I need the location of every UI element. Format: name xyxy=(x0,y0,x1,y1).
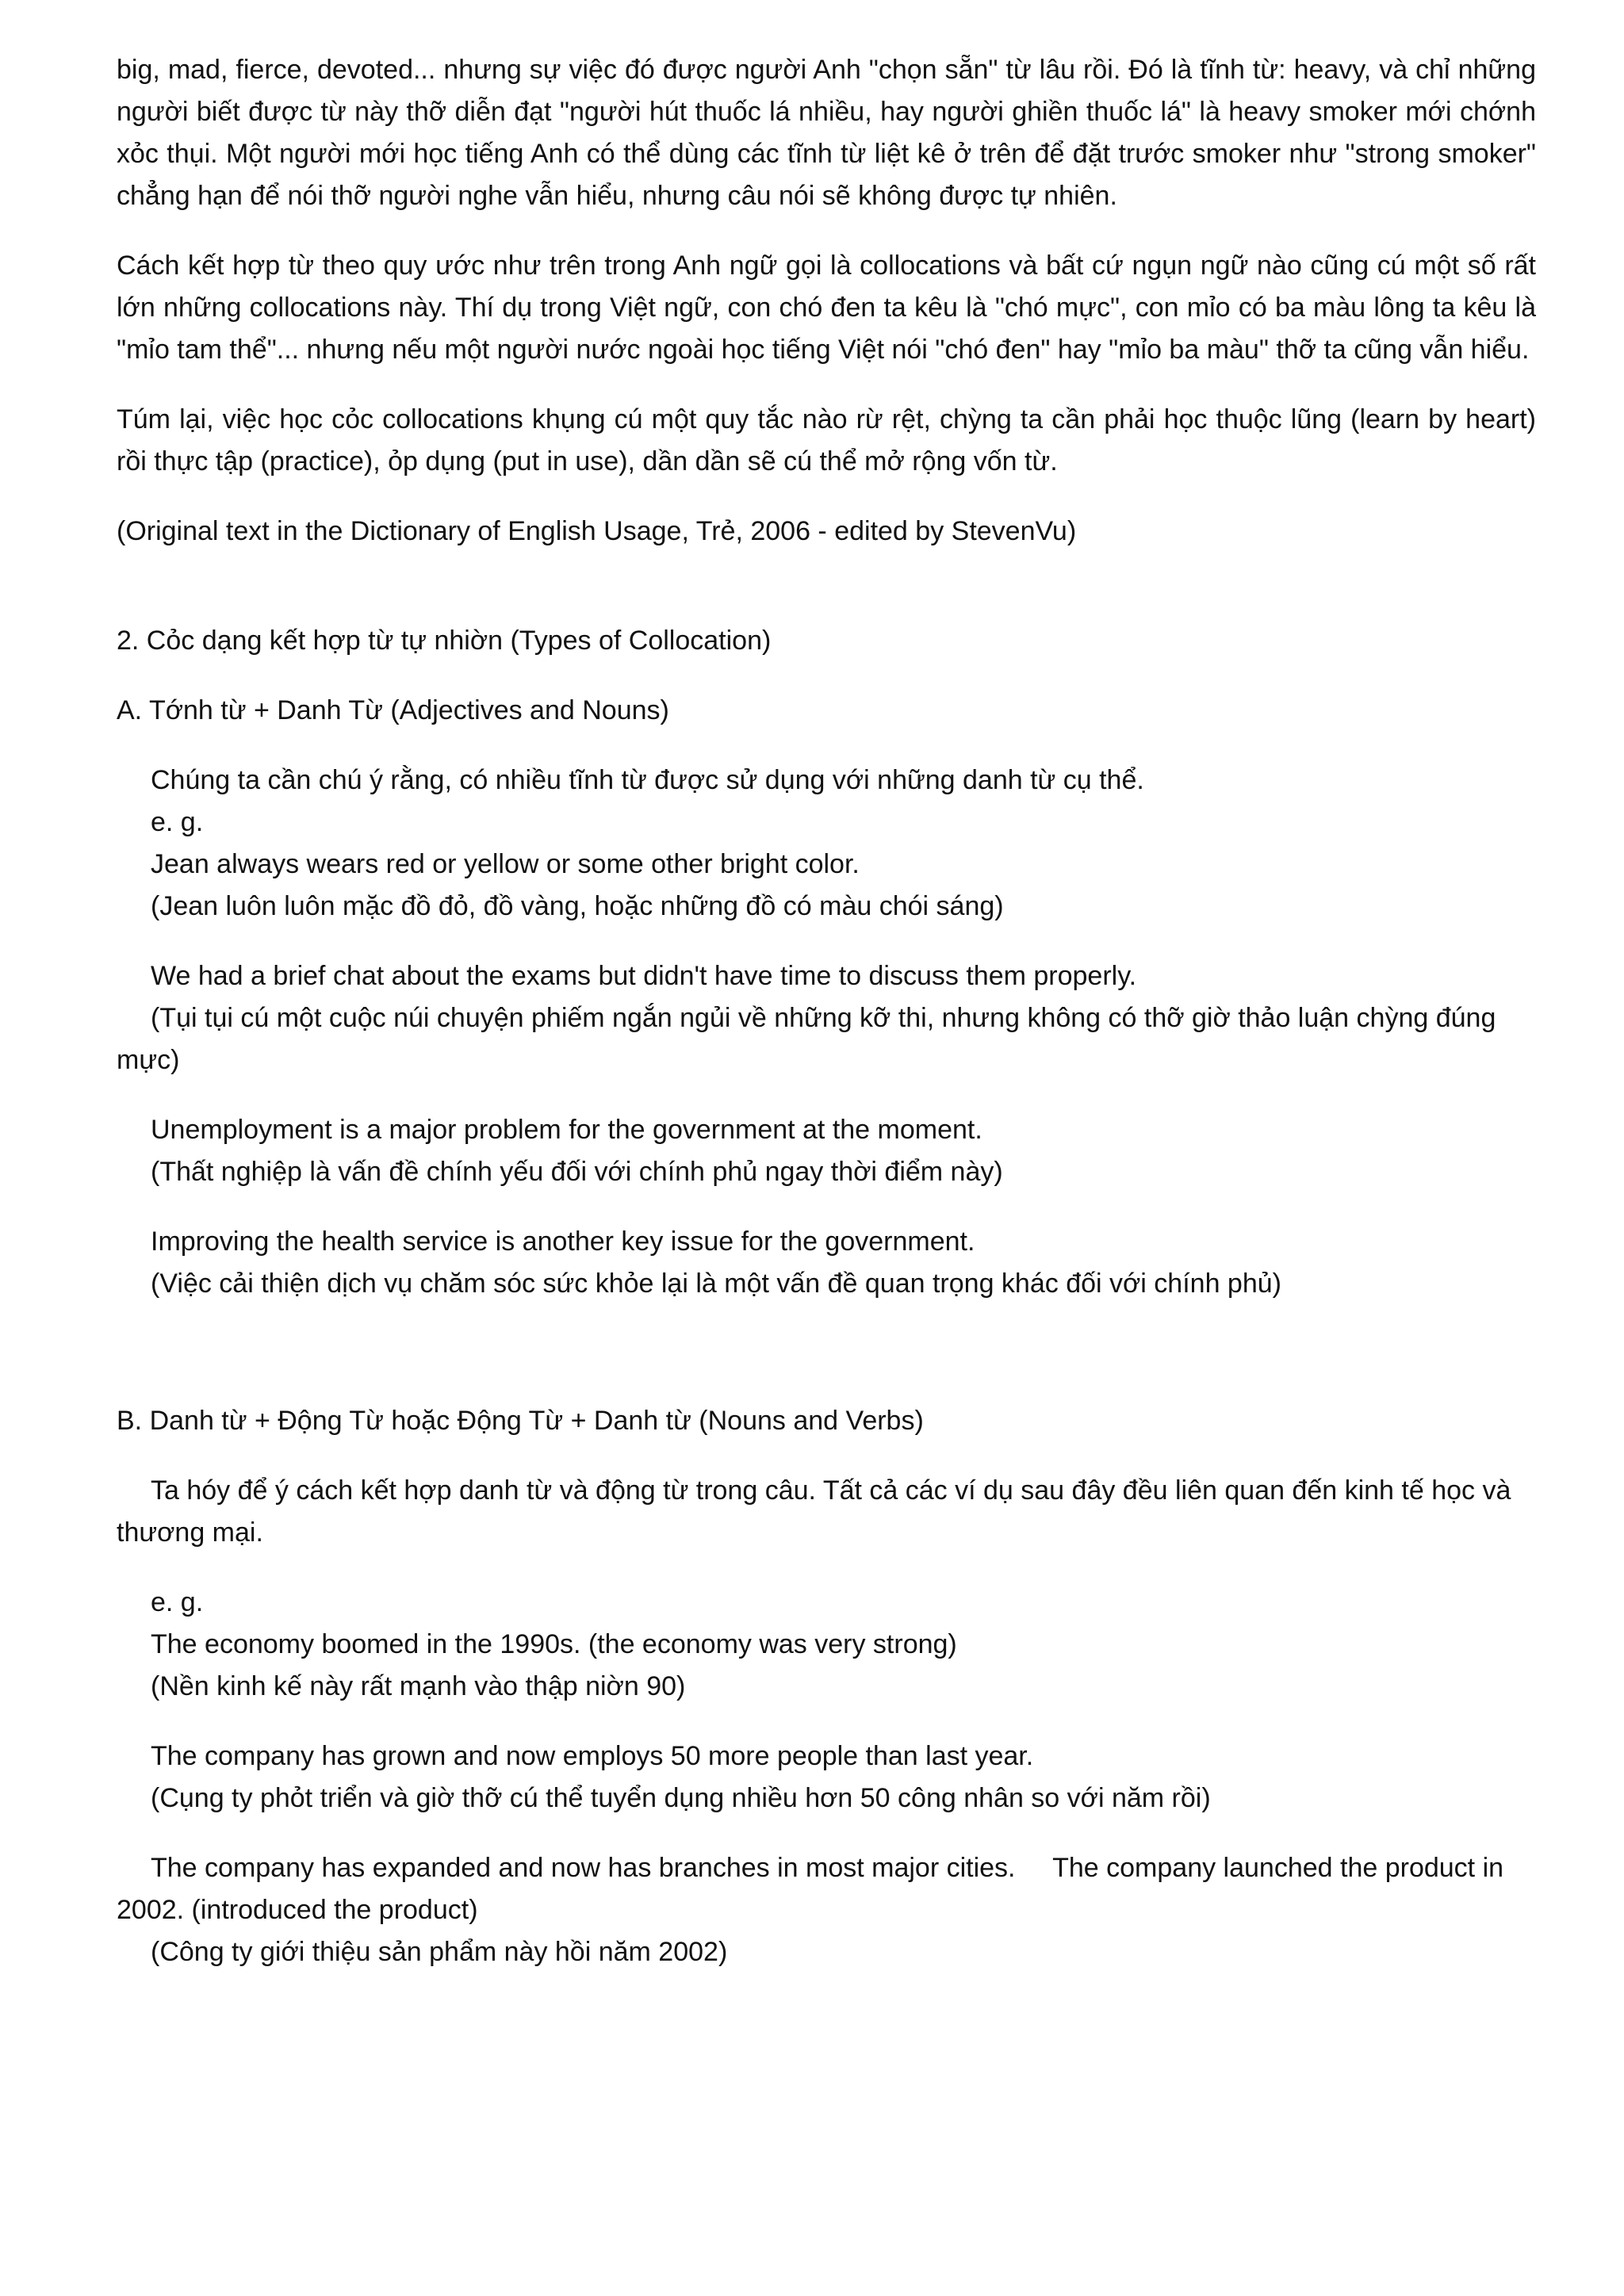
section-2-heading: 2. Cỏc dạng kết hợp từ tự nhiờn (Types of Collocation) xyxy=(117,626,772,656)
intro-paragraph-2: Cách kết hợp từ theo quy ước như trên trong Anh ngữ gọi là collocations và bất cứ ngụn ngữ nào cũng cú một số rất lớn những collocations này. Thí dụ trong Việt ngữ, con chó đen ta kêu là "chó mực", con mỉo có ba màu lông ta kêu là "mỉo tam thể"... nhưng nếu một người nước ngoài học tiếng Việt nói "chó đen" hay "mỉo ba màu" thỡ ta cũng vẫn hiểu. xyxy=(117,251,1536,365)
section-b-example-1-en: The economy boomed in the 1990s. (the economy was very strong) xyxy=(151,1629,957,1659)
section-b-example-2-en: The company has grown and now employs 50 more people than last year. xyxy=(151,1741,1034,1771)
section-b-example-block-1 xyxy=(117,1582,1536,1708)
spacer xyxy=(117,1333,1536,1400)
section-a-example-block-3 xyxy=(117,1109,1536,1193)
section-a-example-1-en: Jean always wears red or yellow or some other bright color. xyxy=(151,849,860,879)
section-b-example-3-en: The company has expanded and now has branches in most major cities. The company launched the product in 2002. (introduced the product) xyxy=(117,1853,1511,1925)
section-a-example-2-en: We had a brief chat about the exams but didn't have time to discuss them properly. xyxy=(151,961,1137,991)
section-a-heading: A. Tớnh từ + Danh Từ (Adjectives and Nouns) xyxy=(117,695,669,725)
section-b-heading: B. Danh từ + Động Từ hoặc Động Từ + Danh từ (Nouns and Verbs) xyxy=(117,1406,924,1436)
section-b-example-block-3 xyxy=(117,1847,1536,1973)
section-b-example-2-vi: (Cụng ty phỏt triển và giờ thỡ cú thể tuyển dụng nhiều hơn 50 công nhân so với năm rồi) xyxy=(151,1783,1211,1813)
section-a-example-block-2 xyxy=(117,955,1536,1081)
document-page xyxy=(117,49,1536,2001)
intro-paragraph-3: Túm lại, việc học cỏc collocations khụng cú một quy tắc nào rừ rệt, chỳng ta cần phải học thuộc lũng (learn by heart) rồi thực tập (practice), ỏp dụng (put in use), dần dần sẽ cú thể mở rộng vốn từ. xyxy=(117,404,1536,476)
spacer xyxy=(117,580,1536,620)
section-a-example-1-vi: (Jean luôn luôn mặc đồ đỏ, đồ vàng, hoặc những đồ có màu chói sáng) xyxy=(151,891,1004,921)
section-b-intro: Ta hóy để ý cách kết hợp danh từ và động từ trong câu. Tất cả các ví dụ sau đây đều liên quan đến kinh tế học và thương mại. xyxy=(117,1475,1511,1548)
section-a-example-3-en: Unemployment is a major problem for the government at the moment. xyxy=(151,1115,982,1145)
section-a-example-block-1 xyxy=(117,760,1536,928)
section-b-example-3-vi: (Công ty giới thiệu sản phẩm này hồi năm 2002) xyxy=(151,1937,728,1967)
section-b-example-block-2 xyxy=(117,1735,1536,1820)
section-a-example-4-vi: (Việc cải thiện dịch vụ chăm sóc sức khỏe lại là một vấn đề quan trọng khác đối với chính phủ) xyxy=(151,1269,1281,1299)
source-citation: (Original text in the Dictionary of English Usage, Trẻ, 2006 - edited by StevenVu) xyxy=(117,516,1077,546)
section-b-eg-label: e. g. xyxy=(151,1587,204,1617)
section-a-example-2-vi: (Tụi tụi cú một cuộc núi chuyện phiếm ngắn ngủi về những kỡ thi, nhưng không có thỡ giờ thảo luận chỳng đúng mực) xyxy=(117,1003,1503,1075)
section-a-example-3-vi: (Thất nghiệp là vấn đề chính yếu đối với chính phủ ngay thời điểm này) xyxy=(151,1157,1003,1187)
section-a-intro: Chúng ta cần chú ý rằng, có nhiều tĩnh từ được sử dụng với những danh từ cụ thể. xyxy=(151,765,1144,795)
section-a-eg-label: e. g. xyxy=(151,807,204,837)
section-b-example-1-vi: (Nền kinh kế này rất mạnh vào thập niờn 90) xyxy=(151,1671,686,1701)
section-a-example-block-4 xyxy=(117,1221,1536,1305)
section-a-example-4-en: Improving the health service is another key issue for the government. xyxy=(151,1226,975,1257)
intro-paragraph-1: big, mad, fierce, devoted... nhưng sự việc đó được người Anh "chọn sẵn" từ lâu rồi. Đó là tĩnh từ: heavy, và chỉ những người biết được từ này thỡ diễn đạt "người hút thuốc lá nhiều, hay người ghiền thuốc lá" là heavy smoker mới chớnh xỏc thụi. Một người mới học tiếng Anh có thể dùng các tĩnh từ liệt kê ở trên để đặt trước smoker như "strong smoker" chẳng hạn để nói thỡ người nghe vẫn hiểu, nhưng câu nói sẽ không được tự nhiên. xyxy=(117,55,1536,211)
